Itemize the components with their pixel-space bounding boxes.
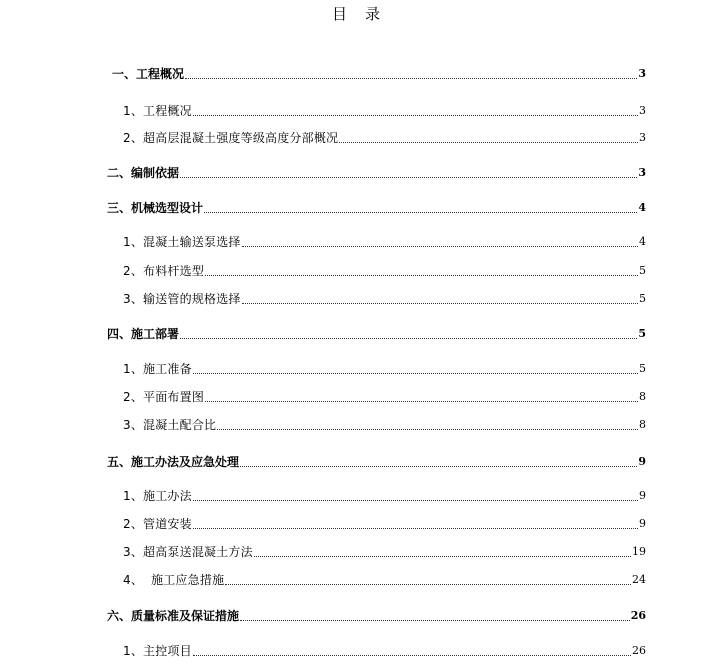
toc-entry-label: 四、施工部署 <box>107 327 180 341</box>
toc-entry-5-1[interactable] <box>123 487 646 503</box>
toc-dot-leader <box>193 654 631 656</box>
toc-entry-3-3[interactable] <box>123 290 646 306</box>
toc-entry-label: 2、管道安装 <box>123 517 192 531</box>
toc-page-number: 3 <box>638 67 646 80</box>
toc-entry-3[interactable] <box>107 199 646 215</box>
toc-entry-label: 2、平面布置图 <box>123 390 205 404</box>
toc-entry-label: 一、工程概况 <box>112 67 185 81</box>
toc-dot-leader <box>180 176 637 178</box>
toc-page-number: 9 <box>639 489 646 502</box>
toc-entry-5[interactable] <box>107 453 646 469</box>
toc-page-number: 4 <box>639 235 646 248</box>
toc-page-number: 5 <box>639 292 646 305</box>
toc-dot-leader <box>185 77 637 79</box>
toc-page-number: 19 <box>632 545 646 558</box>
toc-entry-1-1[interactable] <box>123 102 646 118</box>
toc-dot-leader <box>193 114 638 116</box>
toc-page-number: 3 <box>638 166 646 179</box>
toc-page-number: 26 <box>630 609 646 622</box>
page-title-char-2: 录 <box>365 5 381 23</box>
toc-entry-label: 2、超高层混凝土强度等级高度分部概况 <box>123 131 339 145</box>
page-title <box>0 3 712 24</box>
toc-dot-leader <box>225 583 631 585</box>
toc-entry-label: 1、施工准备 <box>123 362 192 376</box>
toc-page-number: 5 <box>639 264 646 277</box>
toc-page-number: 5 <box>638 327 646 340</box>
toc-dot-leader <box>180 337 637 339</box>
toc-entry-1[interactable] <box>112 65 646 81</box>
toc-entry-label: 3、混凝土配合比 <box>123 418 217 432</box>
toc-dot-leader <box>339 141 638 143</box>
toc-dot-leader <box>240 465 637 467</box>
page-title-char-1: 目 <box>331 5 347 23</box>
toc-entry-label: 3、超高泵送混凝土方法 <box>123 545 253 559</box>
toc-entry-5-3[interactable] <box>123 543 646 559</box>
toc-entry-label: 1、主控项目 <box>123 644 192 658</box>
toc-dot-leader <box>193 372 638 374</box>
toc-dot-leader <box>240 619 630 621</box>
toc-dot-leader <box>193 499 638 501</box>
toc-dot-leader <box>254 555 631 557</box>
toc-entry-2[interactable] <box>107 164 646 180</box>
toc-entry-4-1[interactable] <box>123 360 646 376</box>
toc-entry-label: 1、工程概况 <box>123 104 192 118</box>
toc-dot-leader <box>242 302 638 304</box>
toc-entry-5-4[interactable] <box>123 571 646 587</box>
toc-entry-4-2[interactable] <box>123 388 646 404</box>
toc-entry-4[interactable] <box>107 325 646 341</box>
toc-entry-label: 五、施工办法及应急处理 <box>107 455 240 469</box>
toc-page-number: 9 <box>638 455 646 468</box>
toc-entry-label: 3、输送管的规格选择 <box>123 292 241 306</box>
toc-entry-label: 六、质量标准及保证措施 <box>107 609 240 623</box>
toc-entry-6[interactable] <box>107 607 646 623</box>
toc-entry-label: 二、编制依据 <box>107 166 180 180</box>
toc-page-number: 3 <box>639 104 646 117</box>
toc-page-number: 5 <box>639 362 646 375</box>
toc-page-number: 4 <box>638 201 646 214</box>
toc-entry-label: 1、混凝土输送泵选择 <box>123 235 241 249</box>
toc-entry-1-2[interactable] <box>123 129 646 145</box>
toc-page-number: 8 <box>639 418 646 431</box>
toc-entry-5-2[interactable] <box>123 515 646 531</box>
toc-page-number: 26 <box>632 644 646 657</box>
toc-page-number: 3 <box>639 131 646 144</box>
toc-entry-label: 1、施工办法 <box>123 489 192 503</box>
toc-page-number: 24 <box>632 573 646 586</box>
toc-page-number: 8 <box>639 390 646 403</box>
toc-entry-6-1[interactable] <box>123 642 646 658</box>
toc-entry-label: 三、机械选型设计 <box>107 201 204 215</box>
toc-page-number: 9 <box>639 517 646 530</box>
toc-dot-leader <box>242 245 638 247</box>
toc-dot-leader <box>217 428 638 430</box>
toc-entry-label: 4、 施工应急措施 <box>123 573 225 587</box>
toc-entry-label: 2、布料杆选型 <box>123 264 205 278</box>
toc-entry-3-2[interactable] <box>123 262 646 278</box>
toc-dot-leader <box>204 211 637 213</box>
toc-entry-3-1[interactable] <box>123 233 646 249</box>
toc-dot-leader <box>205 400 638 402</box>
toc-dot-leader <box>193 527 638 529</box>
toc-entry-4-3[interactable] <box>123 416 646 432</box>
toc-dot-leader <box>205 274 638 276</box>
